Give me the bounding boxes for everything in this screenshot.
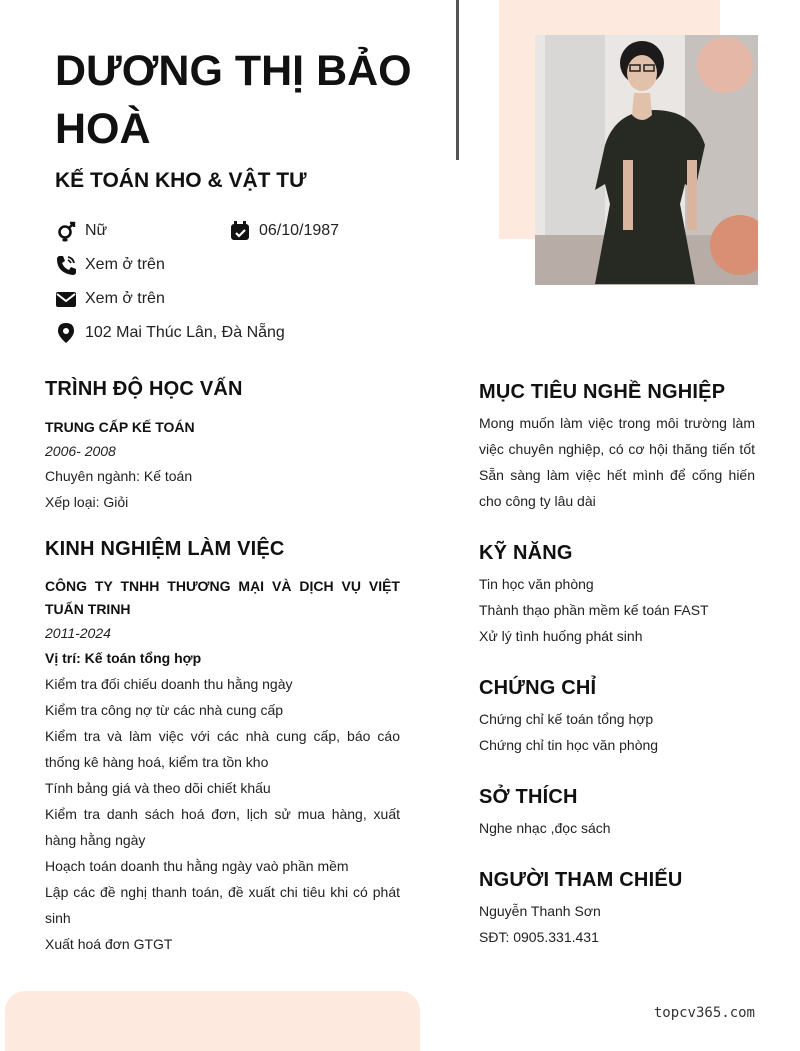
phone-icon	[55, 254, 77, 276]
experience-duty: Hoạch toán doanh thu hằng ngày vaò phần mềm	[45, 858, 349, 874]
email-icon	[55, 288, 77, 310]
experience-duty: Kiểm tra đối chiếu doanh thu hằng ngày	[45, 676, 293, 692]
certificate-item: Chứng chỉ tin học văn phòng	[479, 737, 659, 753]
reference-phone: SĐT: 0905.331.431	[479, 929, 599, 945]
education-rank: Xếp loại: Giỏi	[45, 494, 129, 510]
phone-row	[55, 254, 165, 276]
experience-period: 2011-2024	[45, 625, 111, 641]
gender-row	[55, 220, 107, 242]
birthday-row	[229, 220, 339, 242]
experience-duty: Tính bảng giá và theo dõi chiết khấu	[45, 780, 271, 796]
education-school: TRUNG CẤP KẾ TOÁN	[45, 419, 195, 435]
calendar-icon	[229, 220, 251, 242]
experience-duty: Kiểm tra danh sách hoá đơn, lịch sử mua hàng, xuất hàng hằng ngày	[45, 806, 400, 848]
references-heading: NGƯỜI THAM CHIẾU	[479, 869, 683, 891]
experience-duty: Kiểm tra và làm việc với các nhà cung cấp, báo cáo thống kê hàng hoá, kiểm tra tồn kho	[45, 728, 400, 770]
skill-item: Xử lý tình huống phát sinh	[479, 628, 643, 644]
education-heading: TRÌNH ĐỘ HỌC VẤN	[45, 378, 243, 400]
education-section	[45, 378, 400, 515]
objective-section	[479, 381, 755, 514]
experience-heading: KINH NGHIỆM LÀM VIỆC	[45, 538, 285, 560]
education-major: Chuyên ngành: Kế toán	[45, 468, 193, 484]
experience-position: Vị trí: Kế toán tổng hợp	[45, 650, 202, 666]
skill-item: Thành thạo phần mềm kế toán FAST	[479, 602, 709, 618]
references-section	[479, 869, 755, 950]
address-value: 102 Mai Thúc Lân, Đà Nẵng	[85, 324, 285, 341]
candidate-name: DƯƠNG THỊ BẢO HOÀ	[55, 47, 412, 153]
profile-photo	[535, 35, 758, 285]
experience-company: CÔNG TY TNHH THƯƠNG MẠI VÀ DỊCH VỤ VIỆT TUẤN TRINH	[45, 578, 400, 617]
skills-heading: KỸ NĂNG	[479, 542, 573, 564]
email-row	[55, 288, 165, 310]
vertical-divider	[456, 0, 459, 160]
experience-duty: Kiểm tra công nợ từ các nhà cung cấp	[45, 702, 284, 718]
skills-section	[479, 542, 755, 649]
reference-name: Nguyễn Thanh Sơn	[479, 903, 601, 919]
objective-heading: MỤC TIÊU NGHỀ NGHIỆP	[479, 381, 726, 403]
location-pin-icon	[55, 322, 77, 344]
gender-value: Nữ	[85, 222, 108, 239]
certificates-section	[479, 677, 755, 758]
experience-section	[45, 538, 400, 957]
certificate-item: Chứng chỉ kế toán tổng hợp	[479, 711, 654, 727]
job-title: KẾ TOÁN KHO & VẬT TƯ	[55, 169, 307, 192]
hobbies-section	[479, 786, 755, 841]
education-period: 2006- 2008	[45, 443, 116, 459]
objective-text: Mong muốn làm việc trong môi trường làm việc chuyên nghiệp, có cơ hội thăng tiến tốt Sẵn sàng làm việc hết mình để cống hiến cho công ty lâu dài	[479, 415, 755, 509]
phone-value: Xem ở trên	[85, 256, 165, 273]
watermark: topcv365.com	[653, 1005, 755, 1021]
experience-duty: Lập các đề nghị thanh toán, đề xuất chi tiêu khi có phát sinh	[45, 884, 400, 926]
certificates-heading: CHỨNG CHỈ	[479, 677, 597, 699]
birthday-value: 06/10/1987	[259, 222, 340, 239]
decorative-peach-footer-block	[5, 991, 420, 1051]
gender-icon	[55, 220, 77, 242]
experience-duty: Xuất hoá đơn GTGT	[45, 936, 173, 952]
address-row	[55, 322, 285, 344]
hobbies-text: Nghe nhạc ,đọc sách	[479, 820, 611, 836]
hobbies-heading: SỞ THÍCH	[479, 786, 578, 808]
skill-item: Tin học văn phòng	[479, 576, 594, 592]
email-value: Xem ở trên	[85, 290, 165, 307]
